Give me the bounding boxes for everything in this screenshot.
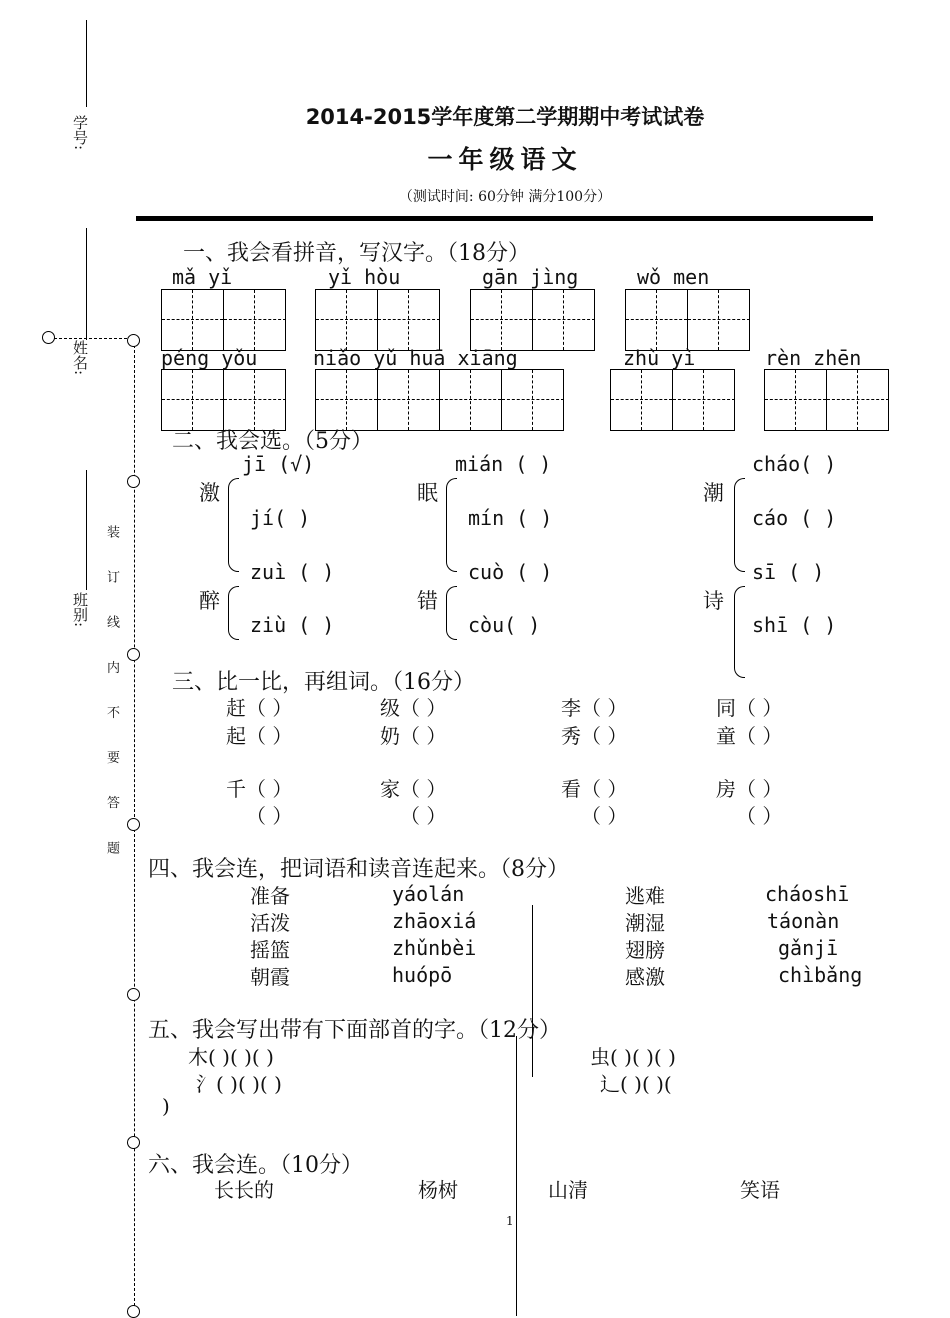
word-blank[interactable]: （ ） (736, 804, 783, 828)
word-blank[interactable]: （ ） (400, 804, 447, 828)
name-label: 姓名: (71, 340, 89, 376)
choice-option[interactable]: sī ( ) (752, 560, 825, 584)
brace-icon (734, 586, 745, 678)
choice-option[interactable]: cáo ( ) (752, 506, 837, 530)
exam-title: 2014-2015学年度第二学期期中考试试卷 (305, 105, 705, 129)
match-pinyin[interactable]: zhāoxiá (392, 909, 477, 933)
class-label: 班别: (71, 592, 89, 628)
match-pinyin[interactable]: yáolán (392, 882, 465, 906)
page-number: 1 (506, 1214, 514, 1228)
writing-box[interactable] (161, 289, 286, 351)
match-word[interactable]: 准备 (250, 884, 290, 908)
choice-option[interactable]: jí( ) (250, 506, 311, 530)
radical-blanks[interactable]: 木( )( )( ) (188, 1045, 274, 1069)
choice-option[interactable]: ziù ( ) (250, 613, 335, 637)
word-blank[interactable]: 秀（ ） (561, 724, 628, 748)
class-line (86, 470, 87, 590)
match-pinyin[interactable]: táonàn (767, 909, 840, 933)
writing-box[interactable] (610, 369, 735, 431)
pinyin-label: zhù yì (623, 346, 696, 370)
writing-box[interactable] (470, 289, 595, 351)
writing-box[interactable] (315, 369, 564, 431)
choice-option[interactable]: mín ( ) (468, 506, 553, 530)
word-blank[interactable]: 家（ ） (380, 777, 447, 801)
match-word[interactable]: 活泼 (250, 911, 290, 935)
binding-hole (127, 1136, 140, 1149)
match-item[interactable]: 山清 (548, 1178, 588, 1202)
student-id-label: 学号: (71, 115, 89, 151)
match-word[interactable]: 摇篮 (250, 938, 290, 962)
word-blank[interactable]: 千（ ） (226, 777, 293, 801)
section1-heading: 一、我会看拼音，写汉字。（18分） (183, 241, 530, 266)
pinyin-label: yǐ hòu (328, 265, 401, 289)
radical-blanks[interactable]: 辶( )( )( (600, 1072, 672, 1096)
brace-icon (228, 478, 239, 572)
radical-wrap: ) (162, 1094, 170, 1118)
word-blank[interactable]: 看（ ） (561, 777, 628, 801)
binding-hole (127, 818, 140, 831)
word-blank[interactable]: 李（ ） (561, 696, 628, 720)
match-word[interactable]: 感激 (625, 965, 665, 989)
choice-option[interactable]: cuò ( ) (468, 560, 553, 584)
writing-box[interactable] (764, 369, 889, 431)
section4-heading: 四、我会连，把词语和读音连起来。（8分） (148, 857, 569, 882)
brace-icon (446, 478, 457, 572)
choice-option[interactable]: còu( ) (468, 613, 541, 637)
word-blank[interactable]: （ ） (246, 804, 293, 828)
choice-option[interactable]: mián ( ) (455, 452, 552, 476)
choice-option[interactable]: shī ( ) (752, 613, 837, 637)
binding-hole (127, 988, 140, 1001)
section5-heading: 五、我会写出带有下面部首的字。（12分） (148, 1018, 561, 1043)
pinyin-label: mǎ yǐ (172, 265, 233, 289)
section2-heading: 二、我会选。（5分） (172, 429, 373, 454)
divider-line (532, 905, 533, 1077)
choice-option[interactable]: cháo( ) (752, 452, 837, 476)
radical-blanks[interactable]: 氵( )( )( ) (196, 1072, 282, 1096)
student-id-line (86, 20, 87, 107)
word-blank[interactable]: 奶（ ） (380, 724, 447, 748)
match-word[interactable]: 朝霞 (250, 965, 290, 989)
divider-line (516, 1036, 517, 1316)
match-item[interactable]: 杨树 (418, 1178, 458, 1202)
pinyin-label: niǎo yǔ huā xiāng (313, 346, 518, 370)
brace-icon (446, 586, 457, 640)
choice-char: 眠 (417, 481, 438, 505)
writing-box[interactable] (161, 369, 286, 431)
word-blank[interactable]: 童（ ） (716, 724, 783, 748)
word-blank[interactable]: 级（ ） (380, 696, 447, 720)
radical-blanks[interactable]: 虫( )( )( ) (590, 1045, 676, 1069)
pinyin-label: rèn zhēn (765, 346, 862, 370)
binding-hole (127, 648, 140, 661)
choice-char: 潮 (703, 481, 724, 505)
name-line (86, 228, 87, 340)
binding-hole (127, 334, 140, 347)
writing-box[interactable] (315, 289, 440, 351)
choice-char: 诗 (703, 589, 724, 613)
binding-dash (54, 338, 132, 339)
word-blank[interactable]: （ ） (581, 804, 628, 828)
brace-icon (228, 586, 239, 640)
header-rule (136, 216, 873, 221)
section6-heading: 六、我会连。（10分） (148, 1153, 363, 1178)
choice-option[interactable]: jī (√) (242, 452, 315, 476)
word-blank[interactable]: 起（ ） (226, 724, 293, 748)
word-blank[interactable]: 同（ ） (716, 696, 783, 720)
pinyin-label: gān jìng (482, 265, 579, 289)
choice-char: 错 (417, 589, 438, 613)
section3-heading: 三、比一比，再组词。（16分） (172, 670, 475, 695)
word-blank[interactable]: 房（ ） (716, 777, 783, 801)
choice-char: 激 (199, 481, 220, 505)
match-item[interactable]: 笑语 (740, 1178, 780, 1202)
match-pinyin[interactable]: gǎnjī (778, 936, 839, 960)
binding-hole (127, 1305, 140, 1318)
match-word[interactable]: 潮湿 (625, 911, 665, 935)
word-blank[interactable]: 赶（ ） (226, 696, 293, 720)
pinyin-label: wǒ men (637, 265, 710, 289)
match-pinyin[interactable]: chìbǎng (778, 963, 863, 987)
brace-icon (734, 478, 745, 572)
choice-char: 醉 (199, 589, 220, 613)
match-pinyin[interactable]: cháoshī (765, 882, 850, 906)
binding-warning: 装 订 线 内 不 要 答 题 (104, 525, 119, 868)
pinyin-label: péng yǒu (161, 346, 258, 370)
match-word[interactable]: 逃难 (625, 884, 665, 908)
match-pinyin[interactable]: zhǔnbèi (392, 936, 477, 960)
exam-note: （测试时间: 60分钟 满分100分） (398, 189, 612, 205)
match-pinyin[interactable]: huópō (392, 963, 453, 987)
exam-subtitle: 一年级语文 (427, 145, 583, 174)
match-item[interactable]: 长长的 (214, 1178, 274, 1202)
choice-option[interactable]: zuì ( ) (250, 560, 335, 584)
binding-hole (127, 475, 140, 488)
writing-box[interactable] (625, 289, 750, 351)
match-word[interactable]: 翅膀 (625, 938, 665, 962)
